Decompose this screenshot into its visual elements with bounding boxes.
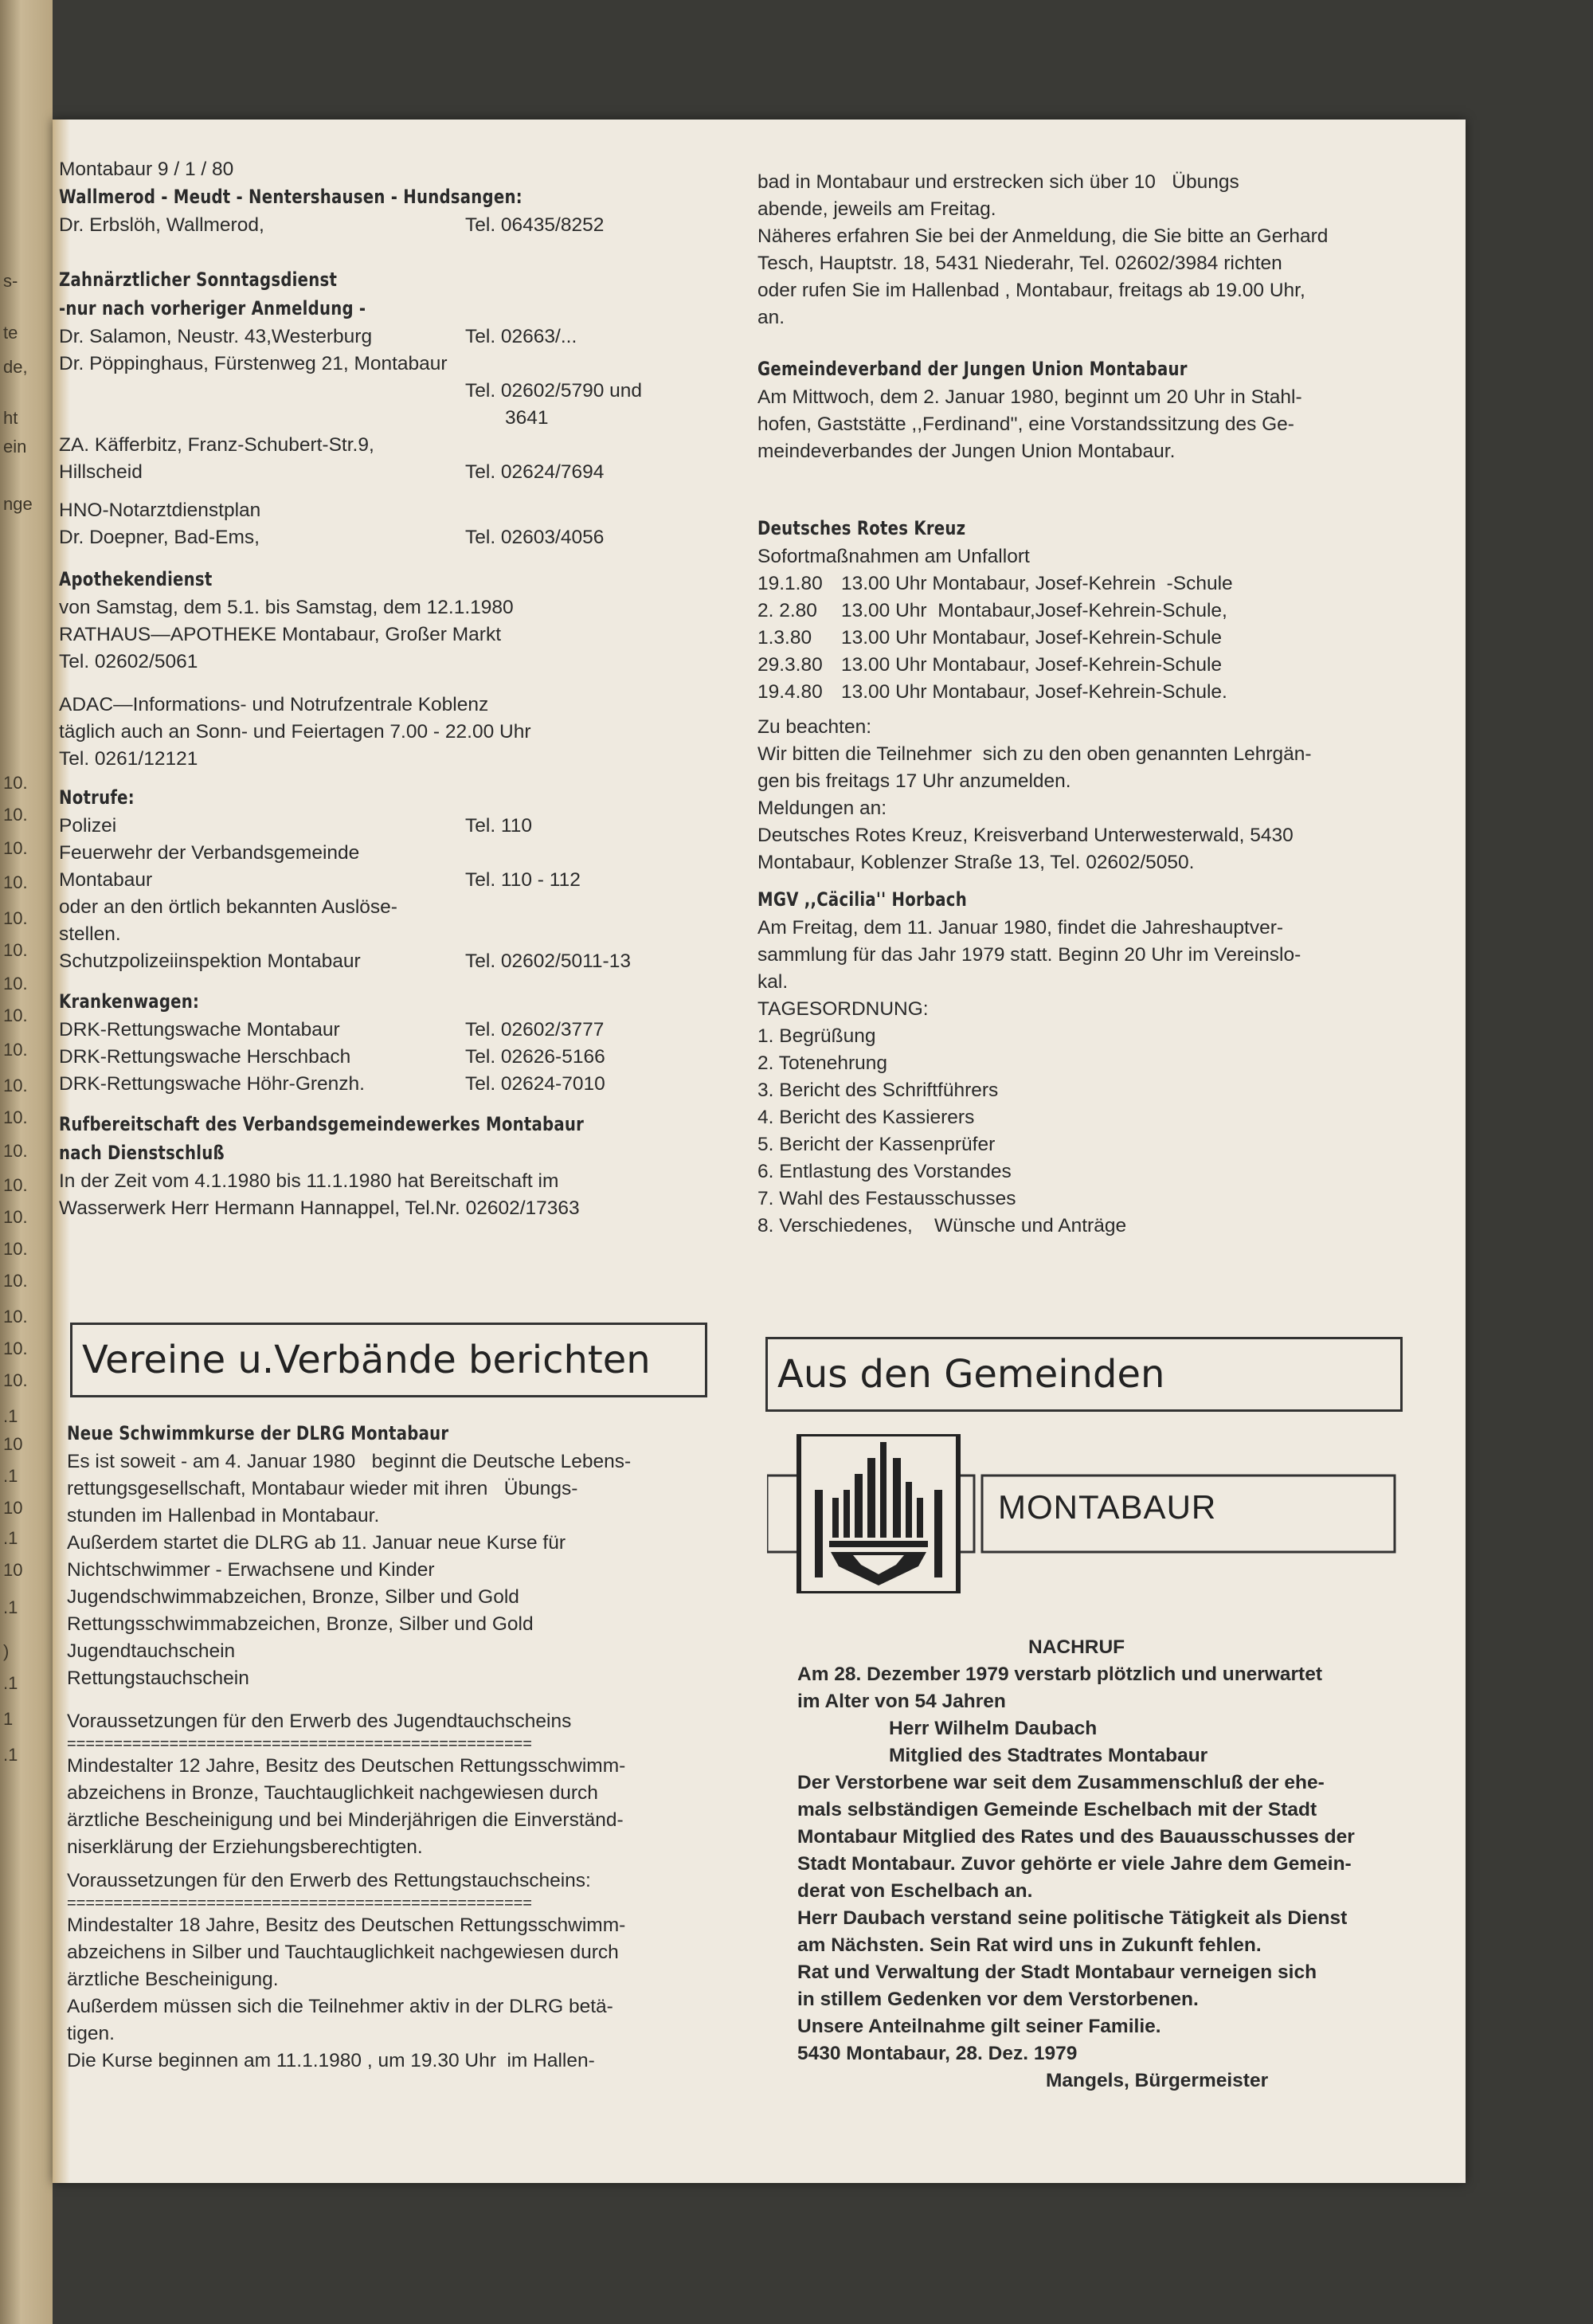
drk-date: 29.3.80 [757, 654, 823, 676]
listing-row: Dr. Erbslöh, Wallmerod, Tel. 06435/8252 [59, 214, 605, 236]
article-line: Jugendschwimmabzeichen, Bronze, Silber und Gold [67, 1586, 519, 1608]
listing-line: RATHAUS—APOTHEKE Montabaur, Großer Markt [59, 624, 502, 645]
section-heading: Rufbereitschaft des Verbandsgemeindewerkes Montabaur [59, 1113, 585, 1135]
article-line: abzeichens in Bronze, Tauchtauglichkeit nachgewiesen durch [67, 1782, 598, 1804]
section-box-vereine: Vereine u.Verbände berichten [70, 1323, 707, 1397]
article-line: Tesch, Hauptstr. 18, 5431 Niederahr, Tel. 02602/3984 richten [757, 253, 1282, 274]
article-line: gen bis freitags 17 Uhr anzumelden. [757, 770, 1071, 792]
listing-line: von Samstag, dem 5.1. bis Samstag, dem 12.1.1980 [59, 597, 514, 618]
rule-line: ================================================== [67, 1895, 532, 1912]
drk-date: 2. 2.80 [757, 600, 817, 621]
strip-fragment: te [3, 323, 18, 343]
drk-date-row [757, 679, 1442, 706]
strip-fragment: 10. [3, 1005, 28, 1025]
strip-fragment: 10. [3, 1107, 28, 1127]
article-line: abzeichens in Silber und Tauchtauglichkeit nachgewiesen durch [67, 1942, 619, 1963]
listing-line: HNO-Notarztdienstplan [59, 500, 261, 521]
strip-fragment: de, [3, 357, 28, 377]
article-line: rettungsgesellschaft, Montabaur wieder mit ihren Übungs- [67, 1478, 578, 1499]
newspaper-page [53, 120, 1466, 2183]
strip-fragment: 10. [3, 773, 28, 793]
strip-fragment: .1 [3, 1528, 18, 1548]
listing-row: DRK-Rettungswache Höhr-Grenzh. Tel. 02624-7010 [59, 1073, 605, 1095]
agenda-item: 8. Verschiedenes, Wünsche und Anträge [757, 1215, 1127, 1236]
rule-line: ================================================== [67, 1735, 532, 1753]
article-line: Es ist soweit - am 4. Januar 1980 beginnt die Deutsche Lebens- [67, 1451, 632, 1472]
obituary-line: Montabaur Mitglied des Rates und des Bauausschusses der [797, 1826, 1355, 1848]
listing-row: Hillscheid Tel. 02624/7694 [59, 461, 605, 483]
obituary-line: Unsere Anteilnahme gilt seiner Familie. [797, 2016, 1161, 2037]
strip-fragment: 10 [3, 1498, 23, 1518]
listing-line: Tel. 02602/5061 [59, 651, 198, 672]
emergency-listings [59, 156, 712, 1222]
article-line: hofen, Gaststätte ,,Ferdinand'', eine Vorstandssitzung des Ge- [757, 413, 1294, 435]
article-line: Mindestalter 12 Jahre, Besitz des Deutschen Rettungsschwimm- [67, 1755, 626, 1777]
drk-time-place: 13.00 Uhr Montabaur, Josef-Kehrein-Schule [841, 627, 1223, 649]
strip-fragment: .1 [3, 1466, 18, 1486]
strip-fragment: nge [3, 494, 33, 514]
strip-fragment: 10. [3, 1271, 28, 1291]
article-line: abende, jeweils am Freitag. [757, 198, 996, 220]
article-line: Wir bitten die Teilnehmer sich zu den oben genannten Lehrgän- [757, 743, 1312, 765]
article-line: tigen. [67, 2023, 115, 2044]
listing-line: Wasserwerk Herr Hermann Hannappel, Tel.Nr. 02602/17363 [59, 1197, 580, 1219]
dlrg-article [67, 1420, 736, 2075]
article-line: Rettungstauchschein [67, 1668, 249, 1689]
obituary-title: NACHRUF [1028, 1636, 1125, 1658]
strip-fragment: 10. [3, 940, 28, 960]
article-line: an. [757, 307, 785, 328]
agenda-item: 3. Bericht des Schriftführers [757, 1080, 999, 1101]
article-line: Deutsches Rotes Kreuz, Kreisverband Unterwesterwald, 5430 [757, 825, 1294, 846]
article-line: Sofortmaßnahmen am Unfallort [757, 546, 1030, 567]
article-heading: Gemeindeverband der Jungen Union Montabaur [757, 358, 1188, 380]
listing-row: Dr. Salamon, Neustr. 43,Westerburg Tel. 02663/... [59, 326, 577, 347]
drk-date: 19.1.80 [757, 573, 823, 594]
drk-date-row [757, 652, 1442, 679]
article-line: niserklärung der Erziehungsberechtigten. [67, 1836, 423, 1858]
article-line: Am Mittwoch, dem 2. Januar 1980, beginnt um 20 Uhr in Stahl- [757, 386, 1302, 408]
obituary-line: im Alter von 54 Jahren [797, 1691, 1006, 1712]
article-line: Rettungsschwimmabzeichen, Bronze, Silber und Gold [67, 1613, 534, 1635]
article-line: ärztliche Bescheinigung und bei Minderjährigen die Einverständ- [67, 1809, 624, 1831]
strip-fragment: ein [3, 437, 27, 457]
strip-fragment: 10. [3, 1370, 28, 1390]
strip-fragment: 10. [3, 872, 28, 892]
obituary-line: Am 28. Dezember 1979 verstarb plötzlich und unerwartet [797, 1664, 1322, 1685]
article-line: Voraussetzungen für den Erwerb des Rettungstauchscheins: [67, 1870, 591, 1891]
montabaur-label: MONTABAUR [998, 1488, 1217, 1526]
drk-date-row [757, 598, 1442, 625]
obituary-line: Rat und Verwaltung der Stadt Montabaur verneigen sich [797, 1961, 1317, 1983]
drk-course-dates [757, 570, 1442, 706]
listing-row: 3641 [505, 407, 549, 429]
article-line: Meldungen an: [757, 798, 887, 819]
drk-date: 19.4.80 [757, 681, 823, 703]
obituary-signature: Mangels, Bürgermeister [1046, 2070, 1269, 2091]
drk-date-row [757, 625, 1442, 652]
obituary [797, 1633, 1419, 2094]
article-line: Voraussetzungen für den Erwerb des Jugendtauchscheins [67, 1711, 572, 1732]
listing-row: Polizei Tel. 110 [59, 815, 532, 837]
strip-fragment: ht [3, 408, 18, 428]
listing-line: In der Zeit vom 4.1.1980 bis 11.1.1980 hat Bereitschaft im [59, 1170, 559, 1192]
strip-fragment: 10. [3, 1207, 28, 1227]
listing-row: Schutzpolizeiinspektion Montabaur Tel. 02602/5011-13 [59, 950, 631, 972]
right-articles [757, 169, 1442, 1240]
agenda-title: TAGESORDNUNG: [757, 998, 929, 1020]
article-line: stunden im Hallenbad in Montabaur. [67, 1505, 380, 1526]
article-line: Jugendtauchschein [67, 1640, 236, 1662]
article-line: Montabaur, Koblenzer Straße 13, Tel. 02602/5050. [757, 852, 1195, 873]
section-heading: nach Dienstschluß [59, 1142, 225, 1164]
strip-fragment: 10. [3, 1141, 28, 1161]
section-heading: Zahnärztlicher Sonntagsdienst [59, 268, 338, 291]
article-line: Außerdem startet die DLRG ab 11. Januar neue Kurse für [67, 1532, 566, 1554]
article-line: bad in Montabaur und erstrecken sich über 10 Übungs [757, 171, 1239, 193]
article-heading: Neue Schwimmkurse der DLRG Montabaur [67, 1422, 449, 1444]
obituary-line: mals selbständigen Gemeinde Eschelbach mit der Stadt [797, 1799, 1317, 1820]
listing-row: Montabaur Tel. 110 - 112 [59, 869, 581, 891]
article-line: Näheres erfahren Sie bei der Anmeldung, die Sie bitte an Gerhard [757, 225, 1329, 247]
listing-line: Dr. Pöppinghaus, Fürstenweg 21, Montabaur [59, 353, 448, 374]
listing-line: ADAC—Informations- und Notrufzentrale Koblenz [59, 694, 489, 715]
drk-time-place: 13.00 Uhr Montabaur, Josef-Kehrein-Schule [841, 654, 1223, 676]
section-heading: Krankenwagen: [59, 990, 200, 1013]
listing-line: Feuerwehr der Verbandsgemeinde [59, 842, 360, 864]
article-line: Mindestalter 18 Jahre, Besitz des Deutschen Rettungsschwimm- [67, 1914, 626, 1936]
agenda-item: 4. Bericht des Kassierers [757, 1107, 975, 1128]
article-line: Nichtschwimmer - Erwachsene und Kinder [67, 1559, 435, 1581]
article-line: meindeverbandes der Jungen Union Montabaur. [757, 441, 1176, 462]
strip-fragment: 10. [3, 1338, 28, 1358]
listing-row: Dr. Doepner, Bad-Ems, Tel. 02603/4056 [59, 527, 605, 548]
article-line: Am Freitag, dem 11. Januar 1980, findet die Jahreshauptver- [757, 917, 1284, 939]
drk-time-place: 13.00 Uhr Montabaur,Josef-Kehrein-Schule, [841, 600, 1227, 621]
strip-fragment: s- [3, 271, 18, 291]
obituary-line: Herr Wilhelm Daubach [889, 1718, 1098, 1739]
strip-fragment: .1 [3, 1406, 18, 1426]
agenda-item: 7. Wahl des Festausschusses [757, 1188, 1016, 1209]
listing-row: DRK-Rettungswache Montabaur Tel. 02602/3777 [59, 1019, 605, 1041]
strip-fragment: 10. [3, 838, 28, 858]
strip-fragment: 10 [3, 1560, 23, 1580]
strip-fragment: 10. [3, 1040, 28, 1060]
article-line: ärztliche Bescheinigung. [67, 1969, 279, 1990]
obituary-line: Der Verstorbene war seit dem Zusammenschluß der ehe- [797, 1772, 1325, 1793]
listing-line: stellen. [59, 923, 121, 945]
article-heading: Deutsches Rotes Kreuz [757, 517, 966, 539]
section-heading: Apothekendienst [59, 568, 213, 590]
listing-row: Tel. 02602/5790 und [465, 380, 643, 402]
strip-fragment: .1 [3, 1673, 18, 1693]
obituary-line: Mitglied des Stadtrates Montabaur [889, 1745, 1208, 1766]
article-line: Die Kurse beginnen am 11.1.1980 , um 19.30 Uhr im Hallen- [67, 2050, 595, 2071]
issue-line: Montabaur 9 / 1 / 80 [59, 159, 234, 180]
agenda-item: 6. Entlastung des Vorstandes [757, 1161, 1012, 1182]
section-heading: Wallmerod - Meudt - Nentershausen - Hundsangen: [59, 186, 523, 208]
drk-time-place: 13.00 Uhr Montabaur, Josef-Kehrein -Schule [841, 573, 1233, 594]
listing-line: Tel. 0261/12121 [59, 748, 198, 770]
drk-time-place: 13.00 Uhr Montabaur, Josef-Kehrein-Schule. [841, 681, 1227, 703]
article-line: sammlung für das Jahr 1979 statt. Beginn 20 Uhr im Vereinslo- [757, 944, 1301, 966]
strip-fragment: 10. [3, 1307, 28, 1327]
article-line: Zu beachten: [757, 716, 872, 738]
drk-date-row [757, 570, 1442, 598]
listing-line: oder an den örtlich bekannten Auslöse- [59, 896, 397, 918]
strip-fragment: .1 [3, 1597, 18, 1617]
agenda-list [757, 1023, 1442, 1240]
article-line: Außerdem müssen sich die Teilnehmer aktiv in der DLRG betä- [67, 1996, 613, 2017]
article-line: oder rufen Sie im Hallenbad , Montabaur, freitags ab 19.00 Uhr, [757, 280, 1305, 301]
listing-line: ZA. Käfferbitz, Franz-Schubert-Str.9, [59, 434, 374, 456]
strip-fragment: 10. [3, 1076, 28, 1095]
obituary-line: derat von Eschelbach an. [797, 1880, 1033, 1902]
article-line: kal. [757, 971, 789, 993]
article-heading: MGV ,,Cäcilia'' Horbach [757, 888, 967, 911]
strip-fragment: ) [3, 1641, 10, 1661]
strip-fragment: 10. [3, 1239, 28, 1259]
adjacent-page-strip [0, 0, 53, 2324]
agenda-item: 1. Begrüßung [757, 1025, 876, 1047]
strip-fragment: 10. [3, 805, 28, 825]
obituary-line: am Nächsten. Sein Rat wird uns in Zukunft fehlen. [797, 1934, 1262, 1956]
obituary-line: Stadt Montabaur. Zuvor gehörte er viele Jahre dem Gemein- [797, 1853, 1352, 1875]
strip-fragment: 1 [3, 1709, 14, 1729]
section-subheading: -nur nach vorheriger Anmeldung - [59, 297, 366, 319]
agenda-item: 5. Bericht der Kassenprüfer [757, 1134, 996, 1155]
obituary-line: Herr Daubach verstand seine politische Tätigkeit als Dienst [797, 1907, 1348, 1929]
obituary-line: 5430 Montabaur, 28. Dez. 1979 [797, 2043, 1078, 2064]
strip-fragment: 10. [3, 908, 28, 928]
strip-fragment: 10. [3, 974, 28, 993]
strip-fragment: 10. [3, 1175, 28, 1195]
strip-fragment: 10 [3, 1434, 23, 1454]
listing-line: täglich auch an Sonn- und Feiertagen 7.00 - 22.00 Uhr [59, 721, 531, 743]
agenda-item: 2. Totenehrung [757, 1052, 888, 1074]
listing-row: DRK-Rettungswache Herschbach Tel. 02626-5166 [59, 1046, 605, 1068]
drk-date: 1.3.80 [757, 627, 812, 649]
section-box-gemeinden: Aus den Gemeinden [765, 1337, 1403, 1412]
section-heading: Notrufe: [59, 786, 135, 809]
strip-fragment: .1 [3, 1745, 18, 1765]
obituary-line: in stillem Gedenken vor dem Verstorbenen. [797, 1989, 1199, 2010]
montabaur-emblem [767, 1434, 1396, 1593]
